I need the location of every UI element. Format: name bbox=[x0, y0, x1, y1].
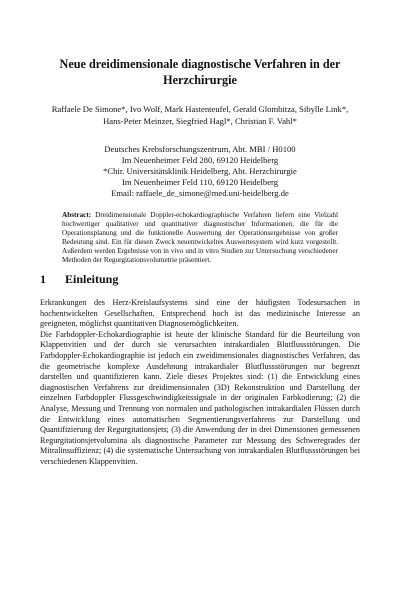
affiliation-line: Im Neuenheimer Feld 110, 69120 Heidelberg bbox=[121, 177, 279, 187]
body-paragraph: Erkrankungen des Herz-Kreislaufsystems sind eine der häufigsten Todesursachen in hochentwickelten Gesellschaften. Entsprechend hoch ist das medizinische Interesse an geeigneten, möglichst quantitativen Diagnosemöglichkeiten. bbox=[40, 298, 360, 329]
abstract bbox=[62, 211, 338, 266]
abstract-label: Abstract: bbox=[62, 211, 92, 219]
affiliation-line: *Chir. Universitätsklinik Heidelberg, Abt. Herzchirurgie bbox=[103, 166, 297, 176]
section-body bbox=[40, 298, 360, 468]
section-title: Einleitung bbox=[65, 272, 119, 286]
affiliation-line: Deutsches Krebsforschungszentrum, Abt. MBI / H0100 bbox=[104, 144, 296, 154]
body-paragraph: Die Farbdoppler-Echokardiographie ist heute der klinische Standard für die Beurteilung von Klappenvitien und der durch sie verursachten intrakardialen Blutflussstörungen. Die Farbdoppler-Echokardiographie ist jedoch ein zweidimensionales diagnostisches Verfahren, das die geometrische komplexe Ausdehnung intrakardialer Blutflussstörungen nur begrenzt darstellen und quantifizieren kann. Ziele dieses Projektes sind: (1) die Entwicklung eines diagnostischen Verfahrens zur dreidimensionalen (3D) Rekonstruktion und Darstellung der einzelnen Farbdoppler Flussgeschwindigkeitssignale in der originalen Farbkodierung; (2) die Analyse, Messung und Trennung von normalen und pathologischen intrakardialen Flüssen durch die Entwicklung eines automatischen Segmentierungsverfahrens zur Darstellung und Quantifizierung der Regurgitationsjets; (3) die Anwendung der in drei Dimensionen gemessenen Regurgitationsjetvolumina als diagnostische Parameter zur Messung des Schweregrades der Mitralinsuffizienz; (4) die systematische Untersuchung von intrakardialen Blutflussstörungen bei verschiedenen Klappenvitien. bbox=[40, 329, 360, 466]
author-line: Raffaele De Simone*, Ivo Wolf, Mark Hastenteufel, Gerald Glombitza, Sibylle Link*, bbox=[51, 104, 349, 114]
title-line: Neue dreidimensionale diagnostische Verfahren in der bbox=[59, 57, 341, 71]
author-list bbox=[30, 104, 370, 127]
email-line: Email: raffaele_de_simone@med.uni-heidelberg.de bbox=[111, 188, 289, 198]
affiliation-line: Im Neuenheimer Feld 280, 69120 Heidelberg bbox=[121, 155, 279, 165]
section-heading bbox=[40, 272, 360, 286]
author-line: Hans-Peter Meinzer, Siegfried Hagl*, Christian F. Vahl* bbox=[103, 115, 297, 126]
title-line: Herzchirurgie bbox=[163, 73, 237, 87]
affiliation-block bbox=[60, 144, 340, 199]
abstract-text: Dreidimensionale Doppler-echokardiographische Verfahren liefern eine Vielzahl hochwertiger qualitativer und quantitativer diagnostischer Informationen, die für die Operationsplanung und die funktionelle Auswertung der Operationsergebnisse von großer Bedeutung sind. Ein für diesen Zweck neuentwickeltes Auswertesystem wird kurz vorgestellt. Außerdem werden Ergebnisse von in vivo und in vitro Studien zur Untersuchung verschiedener Methoden der Regurgitationsvolumetrie präsentiert. bbox=[62, 211, 338, 265]
paper-title bbox=[40, 56, 360, 88]
section-number: 1 bbox=[40, 272, 46, 286]
